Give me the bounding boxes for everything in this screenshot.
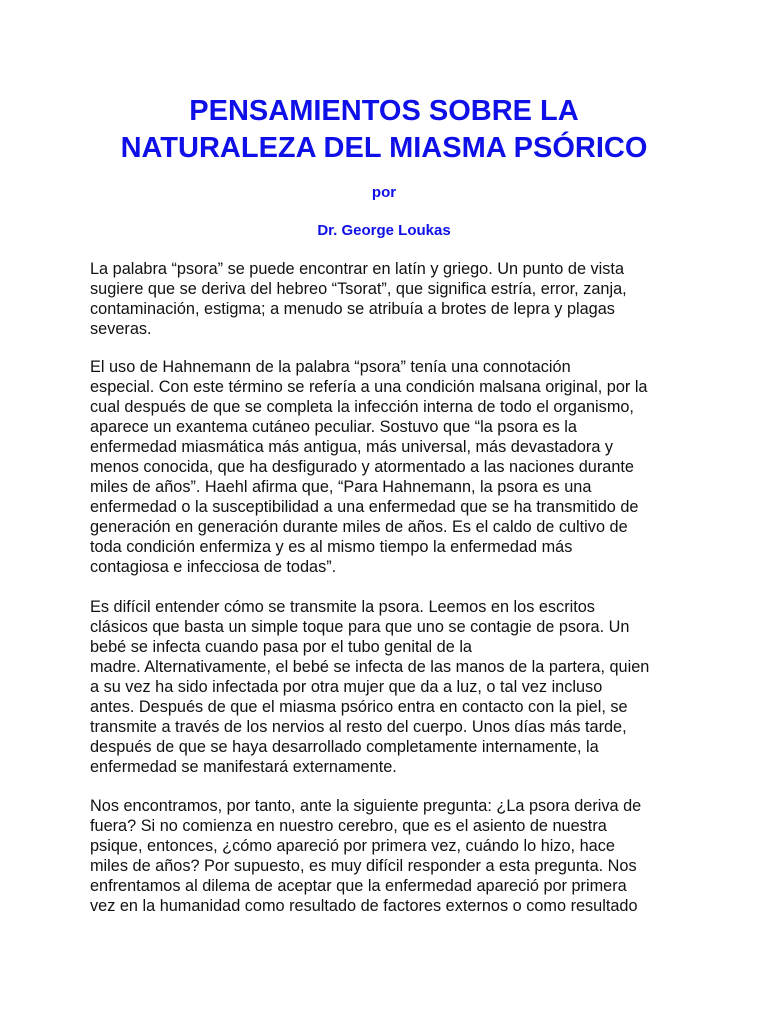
body-paragraph-1 <box>90 259 690 339</box>
author-name: Dr. George Loukas <box>317 222 451 239</box>
paragraph-line: enfrentamos al dilema de aceptar que la enfermedad apareció por primera <box>90 877 627 895</box>
paragraph-line: La palabra “psora” se puede encontrar en latín y griego. Un punto de vista <box>90 260 624 278</box>
paragraph-line: enfermedad o la susceptibilidad a una enfermedad que se ha transmitido de <box>90 498 639 516</box>
byline-prefix: por <box>371 184 397 201</box>
paragraph-line: aparece un exantema cutáneo peculiar. Sostuvo que “la psora es la <box>90 418 577 436</box>
paragraph-line: contagiosa e infecciosa de todas”. <box>90 558 337 576</box>
paragraph-line: severas. <box>90 320 152 338</box>
paragraph-line: después de que se haya desarrollado completamente internamente, la <box>90 738 599 756</box>
document-title <box>0 93 768 167</box>
paragraph-line: enfermedad se manifestará externamente. <box>90 758 397 776</box>
paragraph-line: transmite a través de los nervios al resto del cuerpo. Unos días más tarde, <box>90 718 627 736</box>
paragraph-line: miles de años? Por supuesto, es muy difícil responder a esta pregunta. Nos <box>90 857 637 875</box>
paragraph-line: fuera? Si no comienza en nuestro cerebro, que es el asiento de nuestra <box>90 817 607 835</box>
title-line-2: NATURALEZA DEL MIASMA PSÓRICO <box>120 132 648 164</box>
paragraph-line: antes. Después de que el miasma psórico entra en contacto con la piel, se <box>90 698 628 716</box>
paragraph-line: bebé se infecta cuando pasa por el tubo genital de la <box>90 638 472 656</box>
body-paragraph-3 <box>90 597 690 777</box>
paragraph-line: psique, entonces, ¿cómo apareció por primera vez, cuándo lo hizo, hace <box>90 837 615 855</box>
paragraph-line: toda condición enfermiza y es al mismo tiempo la enfermedad más <box>90 538 573 556</box>
paragraph-line: a su vez ha sido infectada por otra mujer que da a luz, o tal vez incluso <box>90 678 603 696</box>
paragraph-line: sugiere que se deriva del hebreo “Tsorat”, que significa estría, error, zanja, <box>90 280 627 298</box>
body-paragraph-2 <box>90 357 690 577</box>
paragraph-line: menos conocida, que ha desfigurado y atormentado a las naciones durante <box>90 458 634 476</box>
paragraph-line: generación en generación durante miles de años. Es el caldo de cultivo de <box>90 518 628 536</box>
paragraph-line: contaminación, estigma; a menudo se atribuía a brotes de lepra y plagas <box>90 300 615 318</box>
paragraph-line: clásicos que basta un simple toque para que uno se contagie de psora. Un <box>90 618 630 636</box>
paragraph-line: cual después de que se completa la infección interna de todo el organismo, <box>90 398 634 416</box>
body-paragraph-4 <box>90 796 690 916</box>
paragraph-line: miles de años”. Haehl afirma que, “Para Hahnemann, la psora es una <box>90 478 592 496</box>
paragraph-line: enfermedad miasmática más antigua, más universal, más devastadora y <box>90 438 614 456</box>
paragraph-line: Es difícil entender cómo se transmite la psora. Leemos en los escritos <box>90 598 595 616</box>
paragraph-line: madre. Alternativamente, el bebé se infecta de las manos de la partera, quien <box>90 658 650 676</box>
title-line-1: PENSAMIENTOS SOBRE LA <box>189 95 579 127</box>
paragraph-line: vez en la humanidad como resultado de factores externos o como resultado <box>90 897 638 915</box>
paragraph-line: Nos encontramos, por tanto, ante la siguiente pregunta: ¿La psora deriva de <box>90 797 642 815</box>
paragraph-line: especial. Con este término se refería a una condición malsana original, por la <box>90 378 648 396</box>
paragraph-line: El uso de Hahnemann de la palabra “psora” tenía una connotación <box>90 358 571 376</box>
